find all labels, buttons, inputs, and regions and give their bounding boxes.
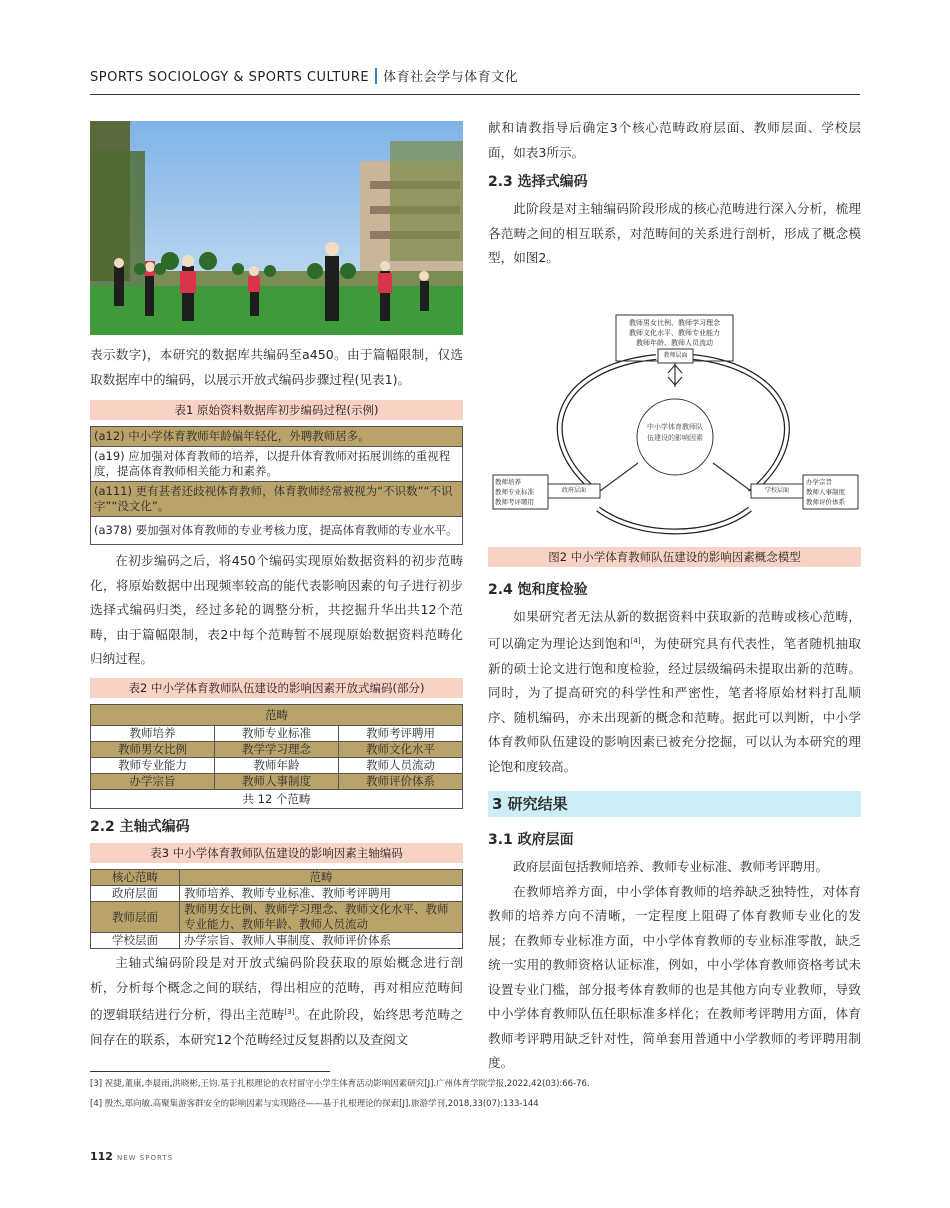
- table-row: [91, 447, 463, 482]
- text-run: ，为使研究具有代表性，笔者随机抽取新的硕士论文进行饱和度检验，经过层级编码未提取出新的范畴。同时，为了提高研究的科学性和严密性，笔者将原始材料打乱顺序、随机编码，亦未出现新的概念和范畴。据此可以判断，中小学体育教师队伍建设的影响因素已被充分挖掘，可以认为本研究的理论饱和度较高。: [488, 636, 862, 774]
- paragraph-government-detail: 在教师培养方面，中小学体育教师的培养缺乏独特性，对体育教师的培养方向不清晰，一定程度上阻碍了体育教师专业化的发展；在教师专业标准方面，中小学体育教师的专业标准零散，缺乏统一实用的教师资格认证标准，例如，中小学体育教师资格考试未设置专业门槛，部分报考体育教师的也是其他方向专业教师，导致中小学体育教师队伍任职标准多样化；在教师考评聘用方面，体育教师考评聘用缺乏针对性，简单套用普通中小学教师的考评聘用制度。: [488, 883, 861, 1071]
- table-cell: 教师文化水平: [339, 741, 463, 757]
- table-row: [91, 773, 463, 789]
- table2: [90, 704, 463, 809]
- table-row: [91, 517, 463, 545]
- table-cell: (a378) 要加强对体育教师的专业考核力度，提高体育教师的专业水平。: [91, 517, 463, 545]
- table-cell: (a12) 中小学体育教师年龄偏年轻化，外聘教师居多。: [91, 427, 463, 447]
- table-footer-row: [91, 789, 463, 808]
- table-cell: 教师专业标准: [215, 725, 339, 741]
- figure-2-caption: 图2 中小学体育教师队伍建设的影响因素概念模型: [488, 547, 861, 567]
- text-run: 。在此阶段，始终思考范畴之间存在的联系，本研究12个范畴经过反复斟酌以及查阅文: [90, 1007, 464, 1047]
- photo-students-exercising: [90, 121, 463, 335]
- teacher-factors-box: [616, 315, 733, 348]
- box-line: 教师评价体系: [806, 497, 845, 506]
- box-line: 教师专业标准: [495, 487, 534, 496]
- table-cell: 教师培养、教师专业标准、教师考评聘用: [180, 886, 463, 902]
- box-line: 办学宗旨: [806, 477, 832, 486]
- figure-2: [488, 277, 861, 539]
- table-header-cell: 核心范畴: [91, 870, 180, 886]
- header-en: SPORTS SOCIOLOGY & SPORTS CULTURE: [90, 70, 370, 85]
- table-footer-cell: 共 12 个范畴: [91, 789, 463, 808]
- table-cell: 教师培养: [91, 725, 215, 741]
- table-cell: 教师层面: [91, 902, 180, 933]
- table1: [90, 426, 463, 545]
- right-column: [488, 116, 861, 1076]
- table-row: [91, 482, 463, 517]
- table-row: [91, 902, 463, 933]
- table-cell: (a19) 应加强对体育教师的培养，以提升体育教师对拓展训练的重视程度，提高体育教师相关能力和素养。: [91, 447, 463, 482]
- running-header: [90, 66, 518, 85]
- box-line: 教师考评聘用: [495, 497, 534, 506]
- citation-4[interactable]: [4]: [630, 637, 641, 645]
- table-row: [91, 427, 463, 447]
- header-divider: [375, 68, 377, 84]
- box-line: 教师人事制度: [806, 487, 845, 496]
- box-line: 教师年龄、教师人员流动: [636, 338, 713, 347]
- table-row: [91, 933, 463, 949]
- table-cell: 教师专业能力: [91, 757, 215, 773]
- box-line: 教师男女比例、教师学习理念: [629, 318, 720, 327]
- footnote-4: [4] 殷杰,郑向敏.高聚集游客群安全的影响因素与实现路径——基于扎根理论的探索[J].旅游学刊,2018,33(07):133-144: [90, 1099, 539, 1109]
- school-level-node: 学校层面: [764, 486, 789, 494]
- table-cell: 教师人事制度: [215, 773, 339, 789]
- paragraph-intro: 表示数字)，本研究的数据库共编码至a450。由于篇幅限制，仅选取数据库中的编码，以展示开放式编码步骤过程(见表1)。: [90, 347, 463, 387]
- table-cell: 教师男女比例、教师学习理念、教师文化水平、教师专业能力、教师年龄、教师人员流动: [180, 902, 463, 933]
- paragraph-axial-coding: [90, 951, 463, 1052]
- left-column: [90, 343, 463, 1052]
- header-rule: [90, 94, 860, 95]
- paragraph-continued: 献和请教指导后确定3个核心范畴政府层面、教师层面、学校层面，如表3所示。: [488, 120, 861, 160]
- table-header-row: [91, 704, 463, 725]
- box-line: 教师培养: [495, 477, 521, 486]
- center-node: [637, 422, 713, 444]
- table-header-row: [91, 870, 463, 886]
- page-number: 112: [90, 1150, 113, 1163]
- table-cell: 办学宗旨: [91, 773, 215, 789]
- paragraph-saturation: [488, 605, 861, 780]
- table3-caption: 表3 中小学体育教师队伍建设的影响因素主轴编码: [90, 843, 463, 863]
- table-cell: 学校层面: [91, 933, 180, 949]
- heading-2-2: 2.2 主轴式编码: [90, 818, 190, 835]
- heading-2-4: 2.4 饱和度检验: [488, 581, 588, 598]
- paragraph-government-intro: 政府层面包括教师培养、教师专业标准、教师考评聘用。: [513, 859, 829, 875]
- table2-caption: 表2 中小学体育教师队伍建设的影响因素开放式编码(部分): [90, 678, 463, 698]
- heading-2-3: 2.3 选择式编码: [488, 174, 588, 190]
- table-header-cell: 范畴: [91, 704, 463, 725]
- text-run: 主轴式编码阶段是对开放式编码阶段获取的原始概念进行剖析，分析每个概念之间的联结，得出相应的范畴，再对相应范畴间的逻辑联结进行分析，得出主范畴: [90, 955, 463, 1023]
- header-zh: 体育社会学与体育文化: [383, 70, 519, 85]
- heading-3-1: 3.1 政府层面: [488, 832, 574, 849]
- center-line: 伍建设的影响因素: [647, 433, 703, 442]
- government-factors-box: [495, 477, 548, 507]
- table-cell: 教师考评聘用: [339, 725, 463, 741]
- table-row: [91, 886, 463, 902]
- section-3-heading: 3 研究结果: [488, 791, 861, 817]
- table-row: [91, 741, 463, 757]
- table-row: [91, 757, 463, 773]
- table3: [90, 869, 463, 949]
- magazine-name: NEW SPORTS: [116, 1154, 174, 1162]
- footnote-rule: [90, 1071, 330, 1072]
- box-line: 教师文化水平、教师专业能力: [629, 328, 720, 337]
- citation-3[interactable]: [3]: [284, 1008, 295, 1016]
- page-footer: [90, 1150, 173, 1163]
- table-cell: 教师评价体系: [339, 773, 463, 789]
- school-factors-box: [806, 477, 859, 507]
- table-row: [91, 725, 463, 741]
- table-cell: (a111) 更有甚者还歧视体育教师，体育教师经常被视为“不识数”“不识字”“没文化”。: [91, 482, 463, 517]
- table-cell: 教师年龄: [215, 757, 339, 773]
- footnote-3: [3] 祝捷,董康,李晨雨,洪晓彬,王钧.基于扎根理论的农村留守小学生体育活动影响因素研究[J].广州体育学院学报,2022,42(03):66-76.: [90, 1079, 590, 1089]
- table-cell: 教师人员流动: [339, 757, 463, 773]
- teacher-level-node: 教师层面: [663, 351, 688, 359]
- table-cell: 教学学习理念: [215, 741, 339, 757]
- paragraph-coding: 在初步编码之后，将450个编码实现原始数据资料的初步范畴化，将原始数据中出现频率较高的能代表影响因素的句子进行初步选择式编码归类，经过多轮的调整分析，共挖掘升华出共12个范畴，由于篇幅限制，表2中每个范畴暂不展现原始数据资料范畴化归纳过程。: [90, 553, 463, 666]
- paragraph-selective-coding: 此阶段是对主轴编码阶段形成的核心范畴进行深入分析，梳理各范畴之间的相互联系，对范畴间的关系进行剖析，形成了概念模型，如图2。: [488, 201, 861, 265]
- text-run: 如果研究者无法从新的数据资料中获取新的范畴或核心范畴，可以确定为理论达到饱和: [488, 608, 861, 652]
- table-cell: 政府层面: [91, 886, 180, 902]
- table1-caption: 表1 原始资料数据库初步编码过程(示例): [90, 400, 463, 420]
- table-header-cell: 范畴: [180, 870, 463, 886]
- table-cell: 办学宗旨、教师人事制度、教师评价体系: [180, 933, 463, 949]
- table-cell: 教师男女比例: [91, 741, 215, 757]
- government-level-node: 政府层面: [561, 486, 586, 494]
- center-line: 中小学体育教师队: [647, 422, 703, 431]
